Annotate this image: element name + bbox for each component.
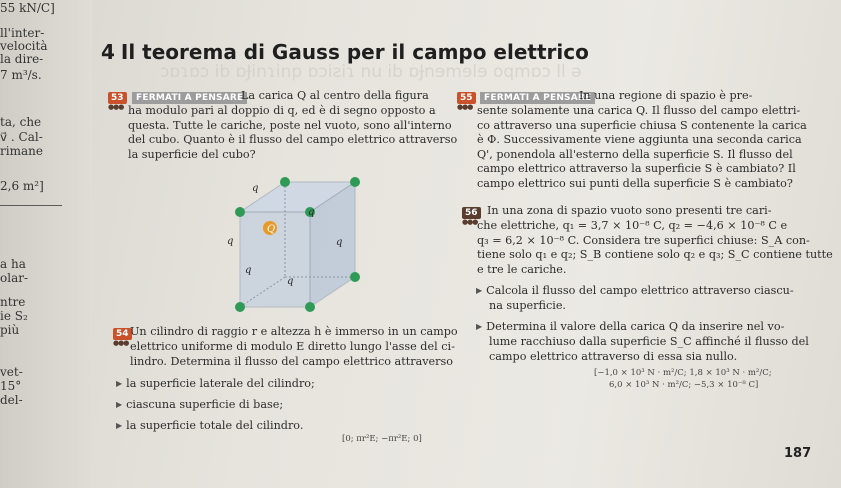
text-line: campo elettrico attraverso la superficie S è cambiato? Il — [477, 162, 796, 175]
text-line: In una regione di spazio è pre- — [579, 89, 753, 102]
text-line: Un cilindro di raggio r e altezza h è immerso in un campo — [130, 325, 458, 338]
bullet-item: ▶ Calcola il flusso del campo elettrico attraverso ciascu- — [476, 284, 794, 297]
answer: [0; πr²E; −πr²E; 0] — [342, 434, 422, 444]
show-through-text: ɔɒɿɒɔ ib ɒɈinɿinp ɒɔiƨiɿ nu ib ɒɈnɘmɘlɘ oqmɒɔ ll ǝ — [160, 62, 582, 82]
bullet-item: ▶ Determina il valore della carica Q da inserire nel vo- — [476, 320, 785, 333]
difficulty-dots: ●●● — [462, 218, 478, 226]
margin-text: a ha — [0, 257, 26, 271]
text-line: e tre le cariche. — [477, 263, 567, 276]
margin-text: velocità — [0, 39, 48, 53]
answer: [−1,0 × 10³ N · m²/C; 1,8 × 10³ N · m²/C; — [594, 368, 772, 378]
text-line: ha modulo pari al doppio di q, ed è di segno opposto a — [128, 104, 436, 117]
charge-label: q — [336, 237, 343, 248]
text-line: è Φ. Successivamente viene aggiunta una seconda carica — [477, 133, 802, 146]
fermati-label: FERMATI A PENSARE — [480, 92, 595, 104]
margin-text: del- — [0, 393, 23, 407]
margin-text: più — [0, 323, 20, 337]
chapter-number: 4 — [101, 40, 115, 64]
text-line: campo elettrico attraverso di essa sia nullo. — [489, 350, 738, 363]
text-line: tiene solo q₁ e q₂; S_B contiene solo q₂ e q₃; S_C contiene tutte — [477, 248, 833, 261]
margin-text: ntre — [0, 295, 26, 309]
text-line: che elettriche, q₁ = 3,7 × 10⁻⁸ C, q₂ = −4,6 × 10⁻⁸ C e — [477, 219, 788, 232]
cube-figure — [210, 172, 380, 320]
margin-text: 7 m³/s. — [0, 68, 42, 82]
margin-text: ie S₂ — [0, 309, 28, 323]
text-line: sente solamente una carica Q. Il flusso del campo elettri- — [477, 104, 801, 117]
central-charge-label: Q — [267, 224, 276, 235]
problem-number-badge: 55 — [457, 92, 476, 104]
text-line: lume racchiuso dalla superficie S_C affinché il flusso del — [489, 335, 809, 348]
margin-text: 2,6 m²] — [0, 179, 44, 193]
text-line: la superficie del cubo? — [128, 148, 256, 161]
charge-label: q — [252, 183, 259, 194]
text-line: q₃ = 6,2 × 10⁻⁸ C. Considera tre superfici chiuse: S_A con- — [477, 234, 810, 247]
margin-text: rimane — [0, 144, 43, 158]
text-line: lindro. Determina il flusso del campo elettrico attraverso — [130, 355, 454, 368]
margin-text: la dire- — [0, 52, 44, 66]
margin-text: v⃗ . Cal- — [0, 130, 43, 144]
difficulty-dots: ●●● — [113, 339, 129, 347]
left-margin — [0, 0, 92, 488]
charge-label: q — [308, 207, 315, 218]
text-line: La carica Q al centro della figura — [241, 89, 429, 102]
bullet-item: ▶ la superficie totale del cilindro. — [116, 419, 304, 432]
margin-text: vet- — [0, 365, 23, 379]
difficulty-dots: ●●● — [457, 103, 473, 111]
problem-number-badge: 54 — [113, 328, 132, 340]
margin-text: olar- — [0, 271, 29, 285]
text-line: In una zona di spazio vuoto sono presenti tre cari- — [487, 204, 772, 217]
margin-text: 55 kN/C] — [0, 1, 55, 15]
charge-label: q — [245, 265, 252, 276]
margin-text: ll'inter- — [0, 26, 45, 40]
fermati-label: FERMATI A PENSARE — [132, 92, 247, 104]
charge-label: q — [287, 276, 294, 287]
text-line: Q', ponendola all'esterno della superficie S. Il flusso del — [477, 148, 793, 161]
text-line: questa. Tutte le cariche, poste nel vuoto, sono all'interno — [128, 119, 452, 132]
text-line: del cubo. Quanto è il flusso del campo elettrico attraverso — [128, 133, 458, 146]
bullet-item: ▶ la superficie laterale del cilindro; — [116, 377, 315, 390]
problem-number-badge: 53 — [108, 92, 127, 104]
difficulty-dots: ●●● — [108, 103, 124, 111]
text-line: campo elettrico sui punti della superficie S è cambiato? — [477, 177, 793, 190]
chapter-title-text: Il teorema di Gauss per il campo elettrico — [120, 40, 589, 64]
text-line: elettrico uniforme di modulo E diretto lungo l'asse del ci- — [130, 340, 455, 353]
bullet-item: ▶ ciascuna superficie di base; — [116, 398, 284, 411]
margin-text: ta, che — [0, 115, 42, 129]
charge-label: q — [227, 236, 234, 247]
margin-text: 15° — [0, 379, 22, 393]
text-line: co attraverso una superficie chiusa S contenente la carica — [477, 119, 807, 132]
answer: 6,0 × 10³ N · m²/C; −5,3 × 10⁻⁸ C] — [609, 380, 759, 390]
page-number: 187 — [784, 446, 812, 461]
text-line: na superficie. — [489, 299, 566, 312]
problem-number-badge: 56 — [462, 207, 481, 219]
chapter-title — [101, 40, 589, 64]
